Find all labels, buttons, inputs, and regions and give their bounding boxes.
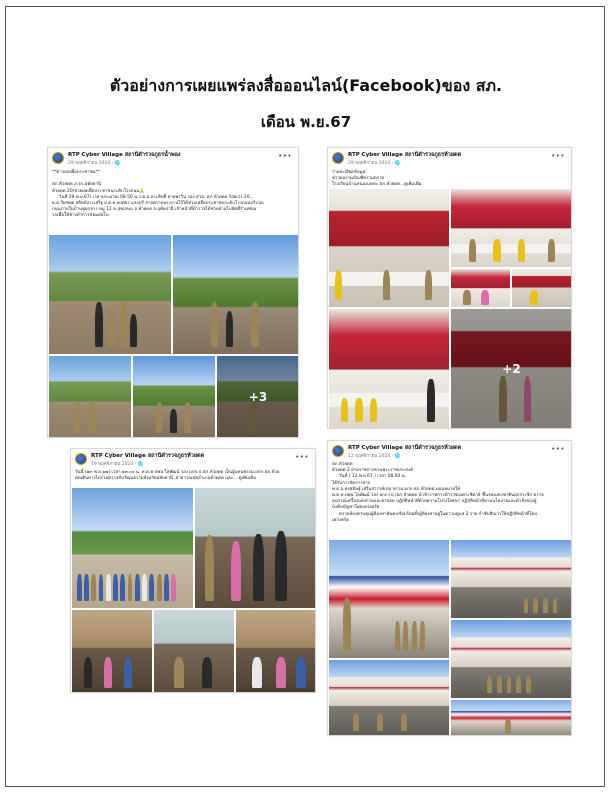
- post-header: [71, 449, 315, 469]
- post-photo[interactable]: [450, 699, 572, 736]
- post-photo[interactable]: [328, 539, 450, 659]
- more-photos-count[interactable]: +3: [217, 356, 299, 438]
- facebook-post-road-assist[interactable]: [47, 147, 299, 438]
- post-photo[interactable]: [450, 268, 511, 308]
- page-name[interactable]: RTP Cyber Village สถานีตำรวจภูธรห้วยดด: [348, 152, 462, 158]
- page-avatar[interactable]: [332, 152, 344, 164]
- post-photo[interactable]: [328, 308, 450, 429]
- more-options-icon[interactable]: •••: [278, 152, 292, 160]
- post-photo[interactable]: [48, 234, 172, 355]
- post-text: รายละเอียดข้อมูล: ข่าวผลงานบัณฑิตร่วมตรวจ โรงเรียนบ้านหนองแหละ สภ.ห้วยดด...ดูเพิ่มเติม: [332, 170, 422, 188]
- post-photo[interactable]: [48, 355, 132, 438]
- post-date[interactable]: 19 พฤศจิกายน 2024 · 🌐: [91, 462, 144, 467]
- post-photo[interactable]: [511, 268, 572, 308]
- post-photo[interactable]: [450, 539, 572, 619]
- post-photo[interactable]: [194, 487, 316, 609]
- post-date[interactable]: 29 พฤศจิกายน 2024 · 🌐: [68, 161, 121, 166]
- post-header: [48, 148, 298, 168]
- post-photo[interactable]: [172, 234, 299, 355]
- post-text: **ข่าวผลเพื่อประชาชน** สภ.ห้วยดด ภ.จว.อุทัยธานี ห้วยดด 20/ช่วยผลเพื่อประชาชนระดับโรงถนน🙏 วันที่ 29 พ.ย.67) เวลาประมาณ 08.50 น.ร.ต.อ.ประสิทธิ์ สายพรวิน รอง สวป. สภ.ห้วยดด ร้อยเวร 20 , ด.ต.วิทชทุย สถิตย์ประเสริฐ ผ.ต.ต.พงศธร แสงบุรี สายตรวจทรงงานไว้ได้ช่วยเหลือประชาชนระดับโรงถนนบริเวณ ถนนภายในบ้านซุยกลาง หมู่ 12 ต.สุขเกษม อ.ห้วยดด จ.อุทัยธานี เจ้าหน้าที่ตำรวจได้ช่วยผ่านไปลัดที่ร้านซ่อม รถเพื่อให้ช่างทำการซ่อมต่อไป: [52, 170, 264, 219]
- more-options-icon[interactable]: •••: [551, 445, 565, 453]
- post-photo-more[interactable]: [450, 308, 572, 429]
- post-photo[interactable]: [450, 619, 572, 699]
- post-photo[interactable]: [328, 659, 450, 736]
- post-header: [328, 148, 571, 168]
- more-photos-count[interactable]: +2: [451, 309, 572, 429]
- page-name[interactable]: RTP Cyber Village สถานีตำรวจภูธรห้วยดด: [91, 453, 205, 459]
- post-date[interactable]: 12 พฤศจิกายน 2024 · 🌐: [348, 454, 401, 459]
- more-options-icon[interactable]: •••: [295, 453, 309, 461]
- facebook-post-school-visit[interactable]: [327, 147, 572, 429]
- post-photo[interactable]: [153, 609, 235, 693]
- post-photo[interactable]: [328, 188, 450, 308]
- document-title: ตัวอย่างการเผยแพร่ลงสื่อออนไลน์(Facebook)ของ สภ.: [109, 76, 503, 95]
- post-photo[interactable]: [71, 609, 153, 693]
- post-photo[interactable]: [132, 355, 216, 438]
- page-avatar[interactable]: [332, 445, 344, 457]
- post-photo[interactable]: [71, 487, 194, 609]
- post-header: [328, 441, 571, 461]
- post-photo[interactable]: [235, 609, 316, 693]
- post-text: วันนี้ (๑๙ พ.ย.๖๗) เวลา ๑๓.๐๐ น. พ.ต.ท.ปพน ไลพัฒน์ รอง ผกก.ป.สภ.ห้วยดด เป็นผู้แทนชรรม.ผกก.สภ.ห้วย ดดเดินทางไปร่วมตรวจกับวัฒนธรรมจังหวัดอุทัยธานี ,สาธารณสุขอำเภอห้วยดด และ... ดูเพิ่มเติม: [75, 470, 280, 482]
- facebook-post-community-visit[interactable]: [70, 448, 316, 693]
- page-avatar[interactable]: [75, 453, 87, 465]
- document-subtitle: เดือน พ.ย.67: [260, 113, 352, 131]
- post-photo-more[interactable]: [216, 355, 299, 438]
- post-date[interactable]: 29 พฤศจิกายน 2024 · 🌐: [348, 161, 401, 166]
- post-text: สภ.ห้วยดด ห้วยดด 2 ฝ่ายราชการตามพระราชประสงค์ วันที่ ( 12 พ.ย.67 ) เวลา 08.00 น. ได้รับการจัดการจาก พ.ต.อ.คงสมิษฐ์ เสริมสวรรค์เกตุ ชรรม.ผกก.สภ.ห้วยดด มอบหมายให้ พ.ต.ท.ปพน ไลพัฒน์ รอง ผกก.(ป.)สภ.ห้วยดด นำข้าราชการตำรวจเฉพาะชิตาธ์ ขึ้นจลองธงชาตินอกกระจิก ตรวจ อุปกรณ์เครื่องแต่งกายและตรจอด ปฏิบัติหน้าที่ด้วยความโปร่งใสสุขา ปฏิบัติหน้าที่ตามนโยบายและคำสั่งของผู้ บังคับบัญชาโดยเคร่งครัด ตรวจห้องควบคุมผู้ต้องหาพันคงเรียบร้อยตั้งผู้ต้องหาอยู่ในความดูแล 2 ราย กำชับสิบเวรให้ปฏิบัติหน้าที่โดย เคร่งครัด: [332, 462, 544, 523]
- page-name[interactable]: RTP Cyber Village สถานีตำรวจภูธรน้ำพอง: [68, 152, 181, 158]
- page-name[interactable]: RTP Cyber Village สถานีตำรวจภูธรห้วยดด: [348, 445, 462, 451]
- facebook-post-flag-ceremony[interactable]: [327, 440, 572, 736]
- post-photo[interactable]: [450, 188, 572, 268]
- more-options-icon[interactable]: •••: [551, 152, 565, 160]
- page-avatar[interactable]: [52, 152, 64, 164]
